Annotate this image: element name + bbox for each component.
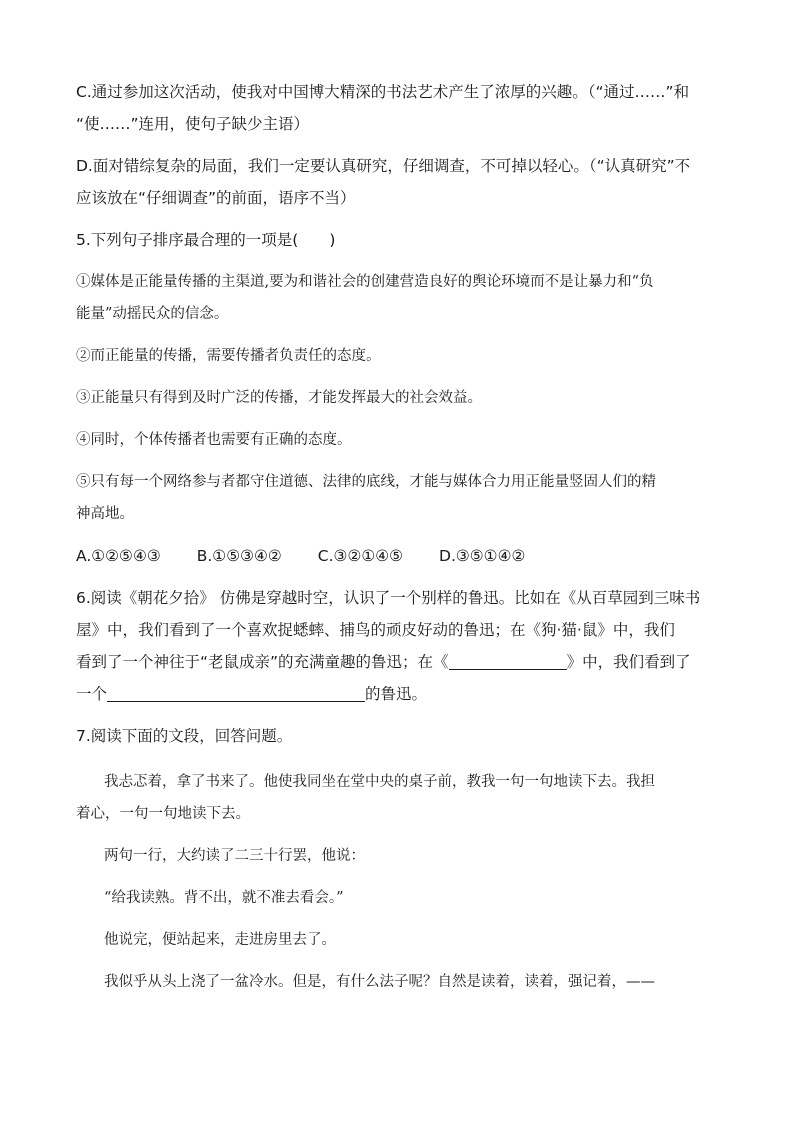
option-d-line-2: 应该放在“仔细调查”的前面，语序不当） <box>76 189 356 207</box>
question-5-options <box>76 540 722 572</box>
question-6-line-2: 屋》中，我们看到了一个喜欢捉蟋蟀、捕鸟的顽皮好动的鲁迅；在《狗·猫·鼠》中，我们 <box>76 621 675 639</box>
question-5-stem: 5.下列句子排序最合理的一项是( ) <box>76 231 336 249</box>
sentence-5-line-2: 神高地。 <box>76 506 134 522</box>
sentence-1-line-1: ①媒体是正能量传播的主渠道,要为和谐社会的创建营造良好的舆论环境而不是让暴力和“负 <box>76 274 654 290</box>
option-d-line-1: D.面对错综复杂的局面，我们一定要认真研究，仔细调查，不可掉以轻心。（“认真研究”不 <box>76 157 691 175</box>
sentence-5 <box>76 466 722 530</box>
passage <box>76 766 722 998</box>
sentence-3: ③正能量只有得到及时广泛的传播，才能发挥最大的社会效益。 <box>76 390 482 406</box>
question-6-line-3 <box>76 646 722 678</box>
answer-blank-title[interactable] <box>449 651 567 670</box>
passage-p3: “给我读熟。背不出，就不准去看会。” <box>104 890 344 906</box>
question-7-stem: 7.阅读下面的文段，回答问题。 <box>76 727 293 745</box>
option-c-block <box>76 76 722 140</box>
option-d-block <box>76 150 722 214</box>
passage-p5: 我似乎从头上浇了一盆冷水。但是，有什么法子呢？自然是读着，读着，强记着，—— <box>104 974 655 990</box>
passage-p2: 两句一行，大约读了二三十行罢，他说： <box>104 848 365 864</box>
option-d: D.③⑤①④② <box>439 547 526 565</box>
sentence-5-line-1: ⑤只有每一个网络参与者都守住道德、法律的底线，才能与媒体合力用正能量竖固人们的精 <box>76 474 656 490</box>
option-c-line-1: C.通过参加这次活动，使我对中国博大精深的书法艺术产生了浓厚的兴趣。（“通过……”和 <box>76 83 690 101</box>
question-6-line-4-text-b: 的鲁迅。 <box>365 685 428 703</box>
question-6-line-4-text-a: 一个 <box>76 685 108 703</box>
sentence-1-line-2: 能量”动摇民众的信念。 <box>76 306 229 322</box>
document-page <box>76 76 722 998</box>
sentence-4: ④同时，个体传播者也需要有正确的态度。 <box>76 432 352 448</box>
option-a: A.①②⑤④③ <box>76 547 161 565</box>
answer-blank-description[interactable] <box>107 683 365 702</box>
question-6 <box>76 582 722 710</box>
option-b: B.①⑤③④② <box>196 547 282 565</box>
question-6-line-3-text-b: 》中，我们看到了 <box>566 653 691 671</box>
question-6-line-1: 6.阅读《朝花夕拾》 仿佛是穿越时空，认识了一个别样的鲁迅。比如在《从百草园到三味书 <box>76 589 701 607</box>
question-6-line-3-text-a: 看到了一个神往于“老鼠成亲”的充满童趣的鲁迅；在《 <box>76 653 449 671</box>
option-c-line-2: “使……”连用，使句子缺少主语） <box>76 115 310 133</box>
passage-p4: 他说完，便站起来，走进房里去了。 <box>104 932 336 948</box>
option-c: C.③②①④⑤ <box>317 547 404 565</box>
passage-p1-line-2: 着心，一句一句地读下去。 <box>76 806 250 822</box>
question-6-line-4 <box>76 678 722 710</box>
sentence-2: ②而正能量的传播，需要传播者负责任的态度。 <box>76 348 381 364</box>
sentence-1 <box>76 266 722 330</box>
passage-p1-line-1: 我忐忑着，拿了书来了。他使我同坐在堂中央的桌子前，教我一句一句地读下去。我担 <box>104 774 655 790</box>
